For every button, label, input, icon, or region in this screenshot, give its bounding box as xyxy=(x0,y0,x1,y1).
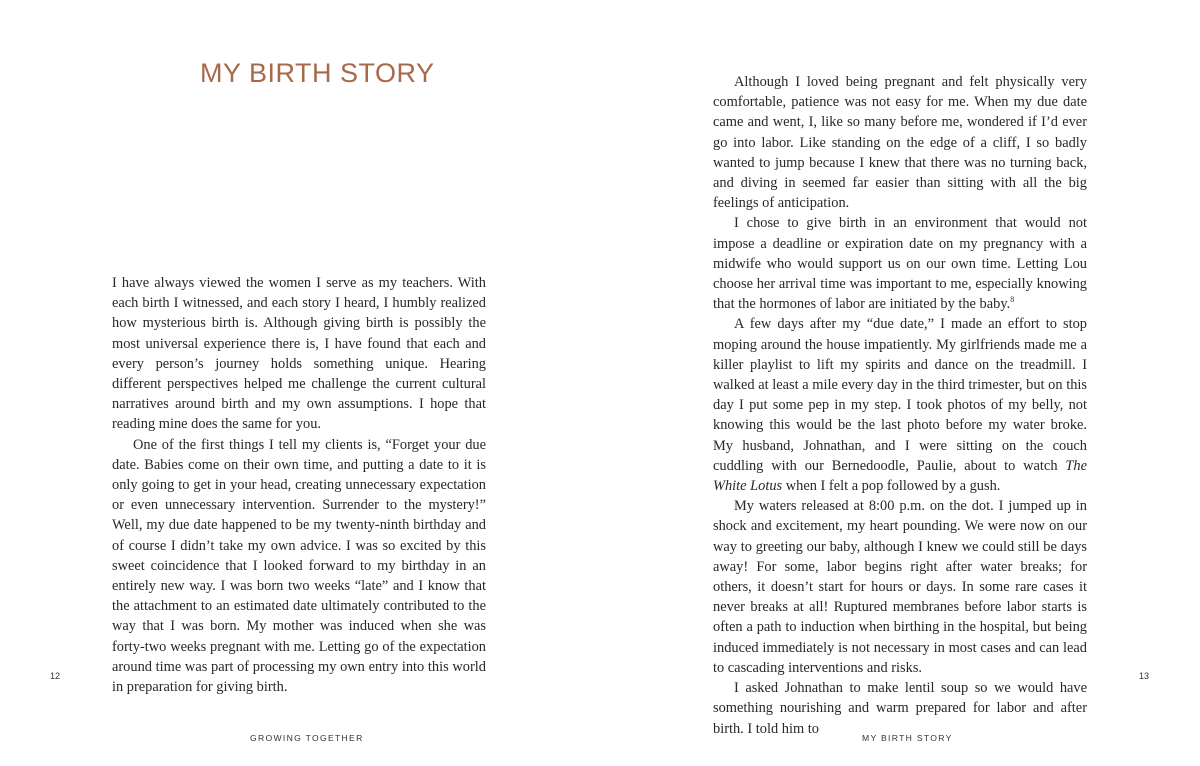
paragraph: I have always viewed the women I serve as my teachers. With each birth I witnessed, and each story I heard, I humbly realized how mysterious birth is. Although giving birth is possibly the most universal experience there is, I have found that each and every person’s journey holds something unique. Hearing different perspectives helped me challenge the current cultural narratives around birth and my own assumptions. I hope that reading mine does the same for you. xyxy=(112,275,486,433)
right-body-text xyxy=(713,72,1087,739)
running-footer: MY BIRTH STORY xyxy=(862,733,953,743)
footnote-marker: 8 xyxy=(1010,295,1015,305)
paragraph: I asked Johnathan to make lentil soup so we would have something nourishing and warm prepared for labor and after birth. I told him to xyxy=(713,680,1087,737)
paragraph xyxy=(713,213,1087,314)
right-page xyxy=(600,0,1200,766)
page-number: 13 xyxy=(1139,671,1150,681)
chapter-title: MY BIRTH STORY xyxy=(200,58,435,88)
paragraph: One of the first things I tell my clients is, “Forget your due date. Babies come on their own time, and putting a date to it is only going to get in your head, creating unnecessary expectation or even unnecessary intervention. Surrender to the mystery!” Well, my due date happened to be my twenty-ninth birthday and of course I didn’t take my own advice. I was so excited by this sweet coincidence that I looked forward to my birthday in an entirely new way. I was born two weeks “late” and I know that the attachment to an estimated date ultimately contributed to the way that I was born. My mother was induced when she was forty-two weeks pregnant with me. Letting go of the expectation around time was part of processing my own entry into this world in preparation for giving birth. xyxy=(112,436,486,696)
paragraph: Although I loved being pregnant and felt physically very comfortable, patience was not easy for me. When my due date came and went, I, like so many before me, wondered if I’d ever go into labor. Like standing on the edge of a cliff, I so badly wanted to jump because I knew that there was no turning back, and diving in seemed far easier than sitting with all the big feelings of anticipation. xyxy=(713,74,1087,212)
page-number: 12 xyxy=(50,671,61,681)
paragraph-text: I chose to give birth in an environment that would not impose a deadline or expiration date on my pregnancy with a midwife who would support us on our own time. Letting Lou choose her arrival time was important to me, especially knowing that the hormones of labor are initiated by the baby. xyxy=(713,215,1087,313)
paragraph-text: when I felt a pop followed by a gush. xyxy=(782,478,1001,495)
running-footer: GROWING TOGETHER xyxy=(250,733,364,743)
show-title: The White Lotus xyxy=(713,457,1087,495)
paragraph: My waters released at 8:00 p.m. on the dot. I jumped up in shock and excitement, my heart pounding. We were now on our way to greeting our baby, although I knew we could still be days away! For some, labor begins right after water breaks; for others, it doesn’t start for hours or days. In some rare cases it never breaks at all! Ruptured membranes before labor starts is often a path to induction when birthing in the hospital, but being induced immediately is not necessary in most cases and can lead to cascading interventions and risks. xyxy=(713,498,1087,676)
paragraph-text: A few days after my “due date,” I made an effort to stop moping around the house impatiently. My girlfriends made me a killer playlist to lift my spirits and dance on the treadmill. I walked at least a mile every day in the third trimester, but on this day I put some pep in my step. I took photos of my belly, not knowing this would be the last photo before my water broke. My husband, Johnathan, and I were sitting on the couch cuddling with our Bernedoodle, Paulie, about to watch xyxy=(713,316,1087,474)
paragraph xyxy=(713,314,1087,496)
left-body-text xyxy=(112,273,486,697)
